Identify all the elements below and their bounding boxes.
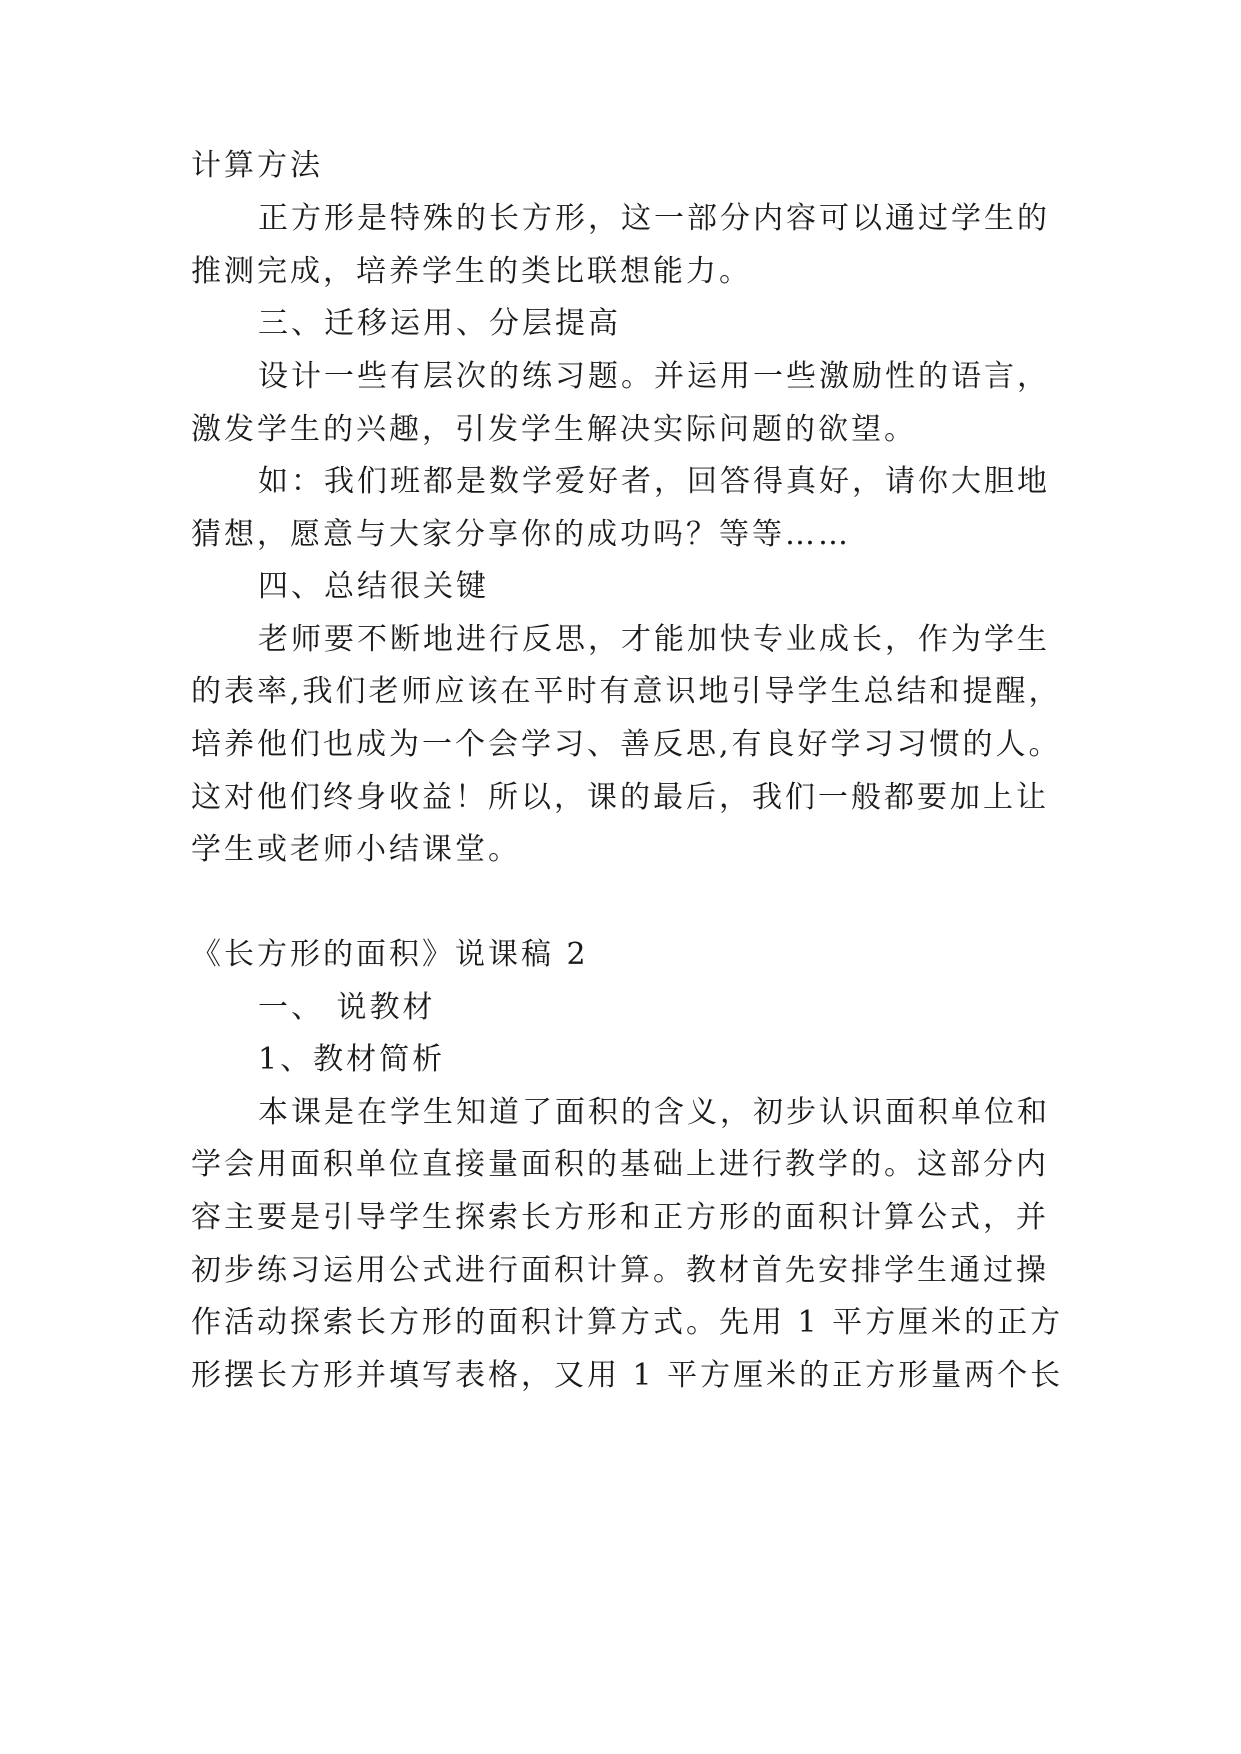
text-line-continuation: 计算方法	[191, 148, 323, 183]
text-line: 激发学生的兴趣，引发学生解决实际问题的欲望。	[191, 412, 917, 447]
section-heading-3: 三、迁移运用、分层提高	[258, 306, 621, 341]
text-line: 容主要是引导学生探索长方形和正方形的面积计算公式，并	[191, 1200, 1049, 1235]
text-line: 形摆长方形并填写表格，又用 1 平方厘米的正方形量两个长	[191, 1358, 1064, 1393]
section-heading-4: 四、总结很关键	[258, 569, 489, 604]
text-line: 培养他们也成为一个会学习、善反思,有良好学习习惯的人。	[191, 727, 1062, 762]
text-line: 推测完成，培养学生的类比联想能力。	[191, 254, 752, 289]
text-line: 学会用面积单位直接量面积的基础上进行教学的。这部分内	[191, 1147, 1049, 1182]
paragraph-reflection: 老师要不断地进行反思，才能加快专业成长，作为学生	[258, 622, 1050, 657]
paragraph-example: 如：我们班都是数学爱好者，回答得真好，请你大胆地	[258, 464, 1050, 499]
document-title: 《长方形的面积》说课稿 2	[191, 937, 589, 972]
text-line: 学生或老师小结课堂。	[191, 832, 521, 867]
paragraph-textbook: 本课是在学生知道了面积的含义，初步认识面积单位和	[258, 1095, 1050, 1130]
text-line: 猜想，愿意与大家分享你的成功吗？等等……	[191, 517, 851, 552]
paragraph-exercises: 设计一些有层次的练习题。并运用一些激励性的语言，	[258, 359, 1050, 394]
subsection-heading: 1、教材简析	[258, 1042, 446, 1077]
paragraph-square-special: 正方形是特殊的长方形，这一部分内容可以通过学生的	[258, 201, 1050, 236]
text-line: 作活动探索长方形的面积计算方式。先用 1 平方厘米的正方	[191, 1305, 1064, 1340]
text-line: 初步练习运用公式进行面积计算。教材首先安排学生通过操	[191, 1253, 1049, 1288]
section-heading-1: 一、 说教材	[258, 990, 436, 1025]
text-line: 这对他们终身收益！所以，课的最后，我们一般都要加上让	[191, 780, 1049, 815]
text-line: 的表率,我们老师应该在平时有意识地引导学生总结和提醒，	[191, 674, 1062, 709]
